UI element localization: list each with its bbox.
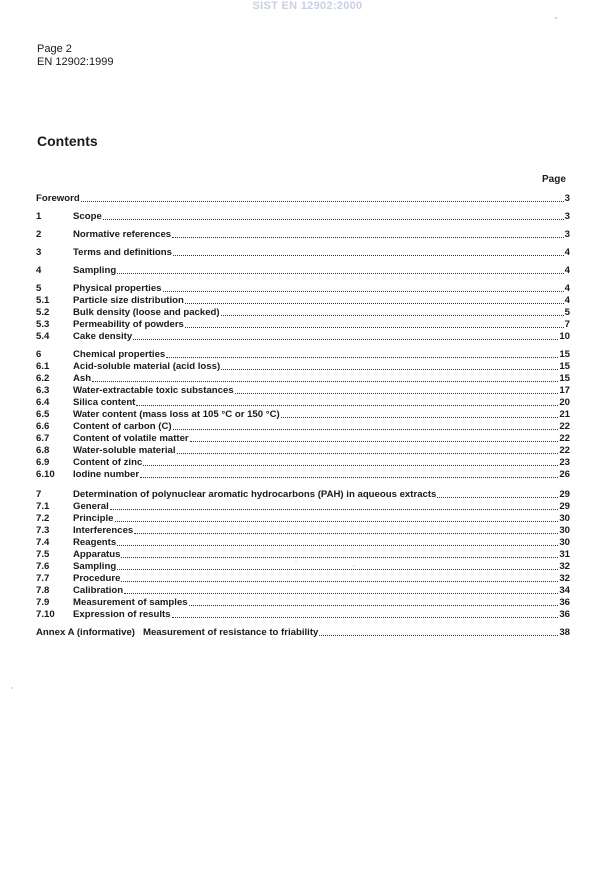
toc-entry-title: Calibration <box>73 585 124 596</box>
toc-entry-title: Annex A (informative) Measurement of resistance to friability <box>36 627 319 638</box>
toc-entry-title: Foreword <box>36 193 80 204</box>
toc-entry-number: 6.4 <box>36 397 50 408</box>
toc-entry-page: 32 <box>559 573 570 584</box>
toc-entry-title: Procedure <box>73 573 121 584</box>
toc-entry-page: 21 <box>559 409 570 420</box>
toc-entry-title: Sampling <box>73 561 117 572</box>
toc-entry-title: Water-soluble material <box>73 445 176 456</box>
toc-entry-page: 26 <box>559 469 570 480</box>
toc-entry-number: 5.2 <box>36 307 50 318</box>
toc-entry-page: 3 <box>564 193 570 204</box>
toc-entry-number: 6.6 <box>36 421 50 432</box>
toc-entry-page: 10 <box>559 331 570 342</box>
toc-entry-title: General <box>73 501 109 512</box>
toc-entry-number: 7.6 <box>36 561 50 572</box>
toc-entry-number: 6.10 <box>36 469 55 480</box>
toc-entry-title: Cake density <box>73 331 133 342</box>
toc-entry-page: 22 <box>559 433 570 444</box>
toc-entry-title: Interferences <box>73 525 134 536</box>
toc-entry-page: 36 <box>559 609 570 620</box>
toc-entry-title: Particle size distribution <box>73 295 184 306</box>
toc-entry-number: 6.5 <box>36 409 50 420</box>
toc-entry-number: 6.1 <box>36 361 50 372</box>
toc-entry-title: Sampling <box>73 265 117 276</box>
toc-entry-page: 22 <box>559 421 570 432</box>
toc-entry-page: 15 <box>559 349 570 360</box>
toc-entry-number: 6.7 <box>36 433 50 444</box>
toc-entry-number: 5.3 <box>36 319 50 330</box>
toc-entry-number: 7.7 <box>36 573 50 584</box>
watermark: SIST EN 12902:2000 <box>252 0 363 12</box>
toc-entry-title: Chemical properties <box>73 349 166 360</box>
toc-entry-page: 34 <box>559 585 570 596</box>
toc-entry-page: 3 <box>564 211 570 222</box>
toc-entry-title: Water-extractable toxic substances <box>73 385 234 396</box>
toc-entry-title: Permeability of powders <box>73 319 184 330</box>
toc-entry-number: 7.5 <box>36 549 50 560</box>
toc-entry-page: 17 <box>559 385 570 396</box>
toc-entry-number: 2 <box>36 229 42 240</box>
toc-entry-number: 4 <box>36 265 42 276</box>
toc-entry-page: 30 <box>559 525 570 536</box>
toc-entry-number: 6 <box>36 349 42 360</box>
toc-entry-title: Terms and definitions <box>73 247 172 258</box>
toc-entry-page: 36 <box>559 597 570 608</box>
toc-entry-title: Content of zinc <box>73 457 143 468</box>
toc-entry-number: 3 <box>36 247 42 258</box>
toc-entry-page: 29 <box>559 501 570 512</box>
toc-entry-title: Apparatus <box>73 549 121 560</box>
toc-entry-number: 7.3 <box>36 525 50 536</box>
toc-entry-page: 22 <box>559 445 570 456</box>
toc-entry-title: Content of volatile matter <box>73 433 189 444</box>
toc-entry-page: 31 <box>559 549 570 560</box>
toc-entry-page: 4 <box>564 247 570 258</box>
toc-entry-number: 6.9 <box>36 457 50 468</box>
toc-entry-number: 7.10 <box>36 609 55 620</box>
toc-entry-page: 20 <box>559 397 570 408</box>
toc-entry-page: 5 <box>564 307 570 318</box>
toc-entry-page: 30 <box>559 537 570 548</box>
toc-entry-page: 32 <box>559 561 570 572</box>
toc-entry-number: 6.3 <box>36 385 50 396</box>
toc-entry-page: 4 <box>564 295 570 306</box>
toc-entry-number: 7.2 <box>36 513 50 524</box>
toc-entry-title: Scope <box>73 211 102 222</box>
toc-entry-title: Reagents <box>73 537 117 548</box>
toc-entry-number: 7 <box>36 489 42 500</box>
toc-entry-title: Normative references <box>73 229 172 240</box>
toc-entry-page: 38 <box>559 627 570 638</box>
page-title: Contents <box>37 133 98 149</box>
toc-entry-title: Bulk density (loose and packed) <box>73 307 220 318</box>
toc-entry-page: 15 <box>559 361 570 372</box>
toc-entry-title: Measurement of samples <box>73 597 188 608</box>
toc-entry-number: 7.4 <box>36 537 50 548</box>
standard-id: EN 12902:1999 <box>37 56 114 68</box>
toc-entry-number: 7.8 <box>36 585 50 596</box>
toc-entry-number: 7.1 <box>36 501 50 512</box>
toc-entry-number: 6.8 <box>36 445 50 456</box>
toc-entry-page: 7 <box>564 319 570 330</box>
toc-entry-page: 3 <box>564 229 570 240</box>
page-number: Page 2 <box>37 43 72 55</box>
toc-entry-title: Acid-soluble material (acid loss) <box>73 361 221 372</box>
toc-entry-title: Water content (mass loss at 105 °C or 150 °C) <box>73 409 280 420</box>
toc-entry-title: Expression of results <box>73 609 171 620</box>
toc-entry-number: 1 <box>36 211 42 222</box>
toc-entry-page: 30 <box>559 513 570 524</box>
toc-entry-number: 7.9 <box>36 597 50 608</box>
toc-entry-number: 5 <box>36 283 42 294</box>
toc-entry-page: 29 <box>559 489 570 500</box>
toc-entry-page: 4 <box>564 283 570 294</box>
toc-entry-number: 5.1 <box>36 295 50 306</box>
toc-entry-number: 5.4 <box>36 331 50 342</box>
toc-entry-title: Physical properties <box>73 283 162 294</box>
toc-entry-title: Iodine number <box>73 469 140 480</box>
toc-entry-page: 15 <box>559 373 570 384</box>
toc-entry-title: Content of carbon (C) <box>73 421 172 432</box>
page-column-label: Page <box>542 174 566 185</box>
toc-entry-title: Silica content <box>73 397 136 408</box>
toc-entry-title: Ash <box>73 373 92 384</box>
toc-entry-page: 4 <box>564 265 570 276</box>
toc-entry-title: Principle <box>73 513 114 524</box>
toc-entry-number: 6.2 <box>36 373 50 384</box>
toc-entry-title: Determination of polynuclear aromatic hydrocarbons (PAH) in aqueous extracts <box>73 489 437 500</box>
toc-entry-page: 23 <box>559 457 570 468</box>
